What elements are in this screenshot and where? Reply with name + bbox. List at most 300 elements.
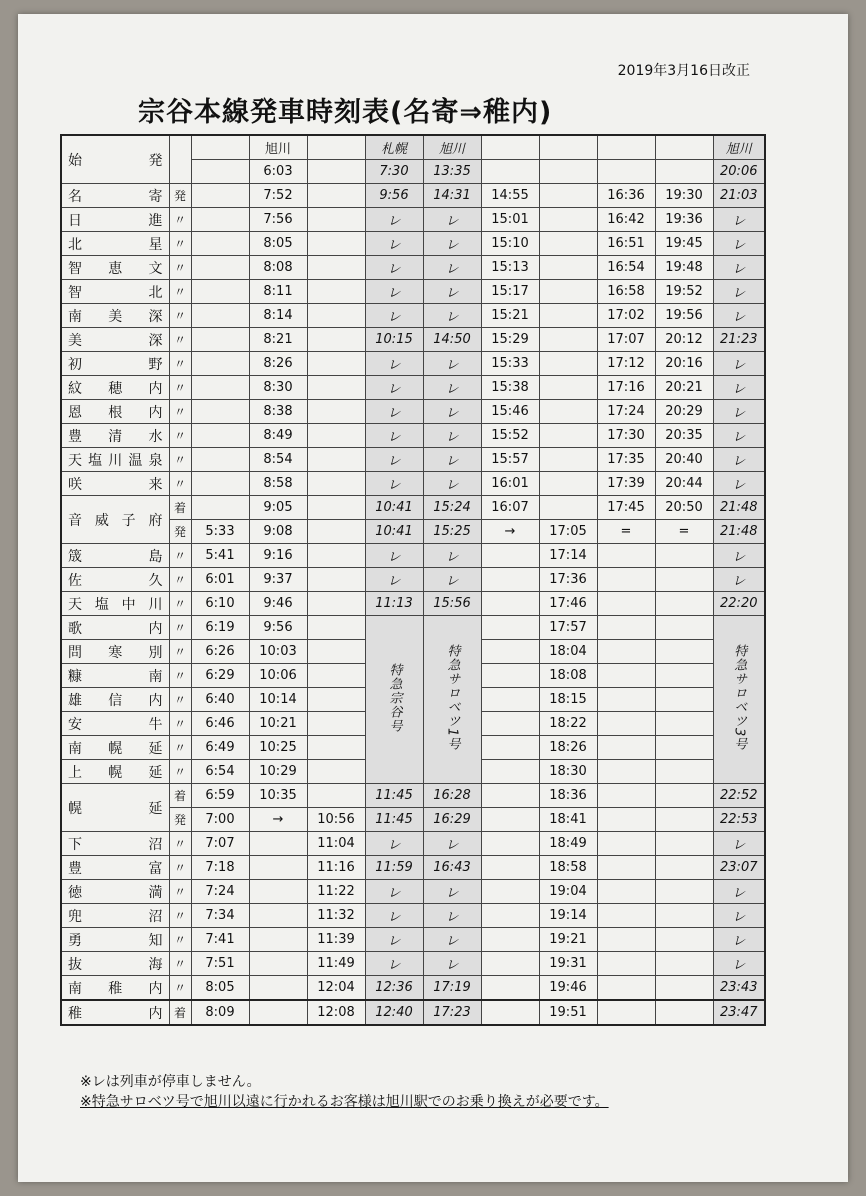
time-cell: 18:15: [539, 688, 597, 712]
time-cell: 18:22: [539, 712, 597, 736]
time-cell: 20:35: [655, 424, 713, 448]
time-cell: 16:58: [597, 280, 655, 304]
time-cell: 18:04: [539, 640, 597, 664]
arr-dep-mark: 〃: [169, 592, 191, 616]
time-cell: レ: [423, 352, 481, 376]
time-cell: 11:32: [307, 904, 365, 928]
time-cell: 7:41: [191, 928, 249, 952]
time-cell: 15:25: [423, 520, 481, 544]
station-name: 南稚内: [61, 976, 169, 1001]
time-cell: 15:57: [481, 448, 539, 472]
time-cell: 19:48: [655, 256, 713, 280]
time-cell: 16:42: [597, 208, 655, 232]
time-cell: 8:58: [249, 472, 307, 496]
time-cell: [307, 376, 365, 400]
time-cell: レ: [365, 304, 423, 328]
time-cell: 9:05: [249, 496, 307, 520]
time-cell: 10:29: [249, 760, 307, 784]
time-cell: [307, 472, 365, 496]
time-cell: 20:40: [655, 448, 713, 472]
time-cell: [307, 448, 365, 472]
time-cell: 8:08: [249, 256, 307, 280]
time-cell: レ: [713, 952, 765, 976]
timetable-row: [61, 592, 765, 616]
origin-station-cell: [539, 135, 597, 160]
time-cell: 20:16: [655, 352, 713, 376]
time-cell: 7:24: [191, 880, 249, 904]
arr-dep-mark: 着: [169, 784, 191, 808]
time-cell: [307, 520, 365, 544]
time-cell: レ: [365, 280, 423, 304]
time-cell: [539, 184, 597, 208]
time-cell: 18:58: [539, 856, 597, 880]
time-cell: レ: [423, 208, 481, 232]
station-name: 上幌延: [61, 760, 169, 784]
time-cell: レ: [365, 448, 423, 472]
time-cell: 9:16: [249, 544, 307, 568]
time-cell: 20:29: [655, 400, 713, 424]
time-cell: 7:56: [249, 208, 307, 232]
time-cell: 20:44: [655, 472, 713, 496]
time-cell: [539, 328, 597, 352]
time-cell: 7:07: [191, 832, 249, 856]
station-name: 豊富: [61, 856, 169, 880]
time-cell: [481, 1000, 539, 1025]
time-cell: レ: [713, 352, 765, 376]
time-cell: [307, 304, 365, 328]
special-train-label: [423, 616, 481, 784]
time-cell: [597, 928, 655, 952]
origin-time-cell: [481, 160, 539, 184]
time-cell: [191, 208, 249, 232]
time-cell: レ: [365, 376, 423, 400]
station-name: 糠南: [61, 664, 169, 688]
time-cell: 10:41: [365, 496, 423, 520]
time-cell: レ: [713, 376, 765, 400]
time-cell: [191, 184, 249, 208]
time-cell: 17:12: [597, 352, 655, 376]
time-cell: [307, 688, 365, 712]
special-train-name: 特急宗谷号: [386, 662, 402, 733]
page-title: 宗谷本線発車時刻表(名寄⇒稚内): [138, 97, 553, 128]
time-cell: [307, 208, 365, 232]
time-cell: 17:30: [597, 424, 655, 448]
time-cell: [191, 400, 249, 424]
time-cell: レ: [423, 424, 481, 448]
time-cell: レ: [713, 472, 765, 496]
time-cell: 18:41: [539, 808, 597, 832]
time-cell: [481, 976, 539, 1001]
time-cell: [655, 784, 713, 808]
time-cell: 21:48: [713, 520, 765, 544]
time-cell: [249, 880, 307, 904]
time-cell: [655, 808, 713, 832]
time-cell: [597, 712, 655, 736]
time-cell: [249, 832, 307, 856]
time-cell: =: [655, 520, 713, 544]
time-cell: [655, 568, 713, 592]
arr-dep-mark: 〃: [169, 376, 191, 400]
time-cell: 16:54: [597, 256, 655, 280]
arr-dep-mark: 〃: [169, 640, 191, 664]
timetable-row: [61, 952, 765, 976]
origin-station-cell: [655, 135, 713, 160]
time-cell: 7:00: [191, 808, 249, 832]
timetable-row: [61, 352, 765, 376]
time-cell: 17:07: [597, 328, 655, 352]
time-cell: 21:23: [713, 328, 765, 352]
time-cell: レ: [365, 880, 423, 904]
origin-time-cell: 7:30: [365, 160, 423, 184]
time-cell: 20:12: [655, 328, 713, 352]
station-name: 下沼: [61, 832, 169, 856]
time-cell: 17:35: [597, 448, 655, 472]
time-cell: 5:33: [191, 520, 249, 544]
time-cell: 17:46: [539, 592, 597, 616]
time-cell: 15:33: [481, 352, 539, 376]
time-cell: [539, 304, 597, 328]
time-cell: [655, 664, 713, 688]
time-cell: 8:21: [249, 328, 307, 352]
time-cell: 10:41: [365, 520, 423, 544]
time-cell: レ: [423, 376, 481, 400]
special-train-label: [713, 616, 765, 784]
time-cell: 8:38: [249, 400, 307, 424]
time-cell: [481, 760, 539, 784]
time-cell: 21:48: [713, 496, 765, 520]
time-cell: 23:47: [713, 1000, 765, 1025]
time-cell: 17:23: [423, 1000, 481, 1025]
time-cell: 16:28: [423, 784, 481, 808]
time-cell: [539, 208, 597, 232]
time-cell: 7:52: [249, 184, 307, 208]
time-cell: レ: [713, 208, 765, 232]
time-cell: [307, 568, 365, 592]
time-cell: [481, 688, 539, 712]
time-cell: 22:20: [713, 592, 765, 616]
time-cell: 19:30: [655, 184, 713, 208]
note-nonstop: ※レは列車が停車しません。: [80, 1074, 261, 1090]
timetable-row: [61, 616, 765, 640]
arr-dep-mark: 発: [169, 520, 191, 544]
station-name: 勇知: [61, 928, 169, 952]
time-cell: 8:05: [191, 976, 249, 1001]
time-cell: [655, 616, 713, 640]
time-cell: [539, 496, 597, 520]
time-cell: レ: [713, 232, 765, 256]
time-cell: [539, 280, 597, 304]
arr-dep-mark: 〃: [169, 952, 191, 976]
arr-dep-mark: 〃: [169, 424, 191, 448]
time-cell: 8:05: [249, 232, 307, 256]
time-cell: 18:49: [539, 832, 597, 856]
station-name: 北星: [61, 232, 169, 256]
origin-station-cell: 旭川: [713, 135, 765, 160]
time-cell: [597, 592, 655, 616]
time-cell: 22:53: [713, 808, 765, 832]
time-cell: レ: [423, 472, 481, 496]
time-cell: 11:45: [365, 784, 423, 808]
station-name: 南美深: [61, 304, 169, 328]
time-cell: [481, 952, 539, 976]
time-cell: 15:01: [481, 208, 539, 232]
time-cell: [191, 328, 249, 352]
time-cell: [597, 856, 655, 880]
time-cell: [597, 976, 655, 1001]
timetable-row: [61, 976, 765, 1001]
time-cell: [191, 256, 249, 280]
time-cell: 15:24: [423, 496, 481, 520]
time-cell: 7:18: [191, 856, 249, 880]
time-cell: [307, 256, 365, 280]
time-cell: レ: [365, 352, 423, 376]
time-cell: [307, 664, 365, 688]
time-cell: [481, 664, 539, 688]
arr-dep-mark: 〃: [169, 832, 191, 856]
arr-dep-mark: 〃: [169, 904, 191, 928]
time-cell: 11:22: [307, 880, 365, 904]
time-cell: [191, 472, 249, 496]
station-name: 恩根内: [61, 400, 169, 424]
time-cell: [191, 448, 249, 472]
time-cell: [597, 640, 655, 664]
time-cell: [539, 256, 597, 280]
time-cell: 9:56: [365, 184, 423, 208]
time-cell: [307, 592, 365, 616]
time-cell: 15:10: [481, 232, 539, 256]
station-name: 兜沼: [61, 904, 169, 928]
time-cell: レ: [423, 952, 481, 976]
time-cell: レ: [423, 304, 481, 328]
time-cell: [655, 544, 713, 568]
time-cell: [655, 952, 713, 976]
time-cell: レ: [713, 448, 765, 472]
origin-station-cell: [481, 135, 539, 160]
arr-dep-mark: 〃: [169, 568, 191, 592]
arr-dep-mark: 発: [169, 184, 191, 208]
time-cell: 6:29: [191, 664, 249, 688]
origin-time-cell: [655, 160, 713, 184]
time-cell: 6:40: [191, 688, 249, 712]
time-cell: 17:14: [539, 544, 597, 568]
time-cell: [655, 904, 713, 928]
time-cell: [191, 352, 249, 376]
time-cell: 16:07: [481, 496, 539, 520]
station-name: 歌内: [61, 616, 169, 640]
time-cell: 12:08: [307, 1000, 365, 1025]
time-cell: レ: [365, 256, 423, 280]
time-cell: [481, 880, 539, 904]
time-cell: 18:26: [539, 736, 597, 760]
station-name: 美深: [61, 328, 169, 352]
time-cell: 8:54: [249, 448, 307, 472]
time-cell: [249, 976, 307, 1001]
time-cell: 19:21: [539, 928, 597, 952]
origin-time-cell: 20:06: [713, 160, 765, 184]
special-train-name: 特急サロベツ1号: [444, 643, 460, 752]
time-cell: 17:24: [597, 400, 655, 424]
time-cell: →: [249, 808, 307, 832]
time-cell: [655, 832, 713, 856]
time-cell: [191, 280, 249, 304]
revision-date: 2019年3月16日改正: [617, 63, 750, 79]
station-name: 智北: [61, 280, 169, 304]
time-cell: レ: [713, 304, 765, 328]
timetable-row: [61, 304, 765, 328]
time-cell: [307, 736, 365, 760]
timetable: [60, 134, 766, 1026]
footnotes: [80, 1072, 609, 1112]
time-cell: 14:31: [423, 184, 481, 208]
timetable-row: [61, 784, 765, 808]
time-cell: 21:03: [713, 184, 765, 208]
time-cell: 10:56: [307, 808, 365, 832]
station-name: 名寄: [61, 184, 169, 208]
time-cell: [597, 664, 655, 688]
station-name: 紋穂内: [61, 376, 169, 400]
time-cell: 16:29: [423, 808, 481, 832]
time-cell: 8:14: [249, 304, 307, 328]
time-cell: [307, 424, 365, 448]
time-cell: [191, 496, 249, 520]
time-cell: 22:52: [713, 784, 765, 808]
time-cell: レ: [365, 832, 423, 856]
note-transfer: ※特急サロベツ号で旭川以遠に行かれるお客様は旭川駅でのお乗り換えが必要です。: [80, 1094, 609, 1110]
time-cell: [249, 904, 307, 928]
time-cell: [307, 280, 365, 304]
timetable-row: [61, 400, 765, 424]
time-cell: 19:14: [539, 904, 597, 928]
time-cell: 8:09: [191, 1000, 249, 1025]
time-cell: 12:40: [365, 1000, 423, 1025]
station-name: 雄信内: [61, 688, 169, 712]
time-cell: =: [597, 520, 655, 544]
time-cell: レ: [423, 448, 481, 472]
time-cell: [655, 880, 713, 904]
special-train-label: [365, 616, 423, 784]
time-cell: [655, 688, 713, 712]
arr-dep-mark: 〃: [169, 688, 191, 712]
time-cell: レ: [423, 928, 481, 952]
station-name: 天塩中川: [61, 592, 169, 616]
time-cell: 15:38: [481, 376, 539, 400]
origin-mark-cell: [169, 135, 191, 184]
time-cell: 14:55: [481, 184, 539, 208]
time-cell: [307, 400, 365, 424]
time-cell: [249, 952, 307, 976]
time-cell: 11:39: [307, 928, 365, 952]
time-cell: 16:01: [481, 472, 539, 496]
time-cell: 19:36: [655, 208, 713, 232]
time-cell: 8:49: [249, 424, 307, 448]
time-cell: 12:04: [307, 976, 365, 1001]
arr-dep-mark: 〃: [169, 232, 191, 256]
station-name: 音威子府: [61, 496, 169, 544]
time-cell: [481, 544, 539, 568]
timetable-row: [61, 280, 765, 304]
time-cell: [481, 808, 539, 832]
timetable-row: [61, 256, 765, 280]
arr-dep-mark: 〃: [169, 448, 191, 472]
time-cell: [481, 592, 539, 616]
time-cell: レ: [365, 232, 423, 256]
time-cell: 16:43: [423, 856, 481, 880]
time-cell: 19:45: [655, 232, 713, 256]
time-cell: 10:03: [249, 640, 307, 664]
timetable-row: [61, 472, 765, 496]
time-cell: 15:56: [423, 592, 481, 616]
time-cell: 15:13: [481, 256, 539, 280]
station-name: 筬島: [61, 544, 169, 568]
arr-dep-mark: 〃: [169, 304, 191, 328]
time-cell: 10:21: [249, 712, 307, 736]
time-cell: 8:11: [249, 280, 307, 304]
arr-dep-mark: 着: [169, 496, 191, 520]
time-cell: [597, 568, 655, 592]
time-cell: 15:21: [481, 304, 539, 328]
time-cell: レ: [713, 568, 765, 592]
time-cell: [655, 592, 713, 616]
time-cell: レ: [423, 544, 481, 568]
time-cell: [539, 352, 597, 376]
arr-dep-mark: 〃: [169, 976, 191, 1001]
time-cell: [597, 616, 655, 640]
time-cell: 10:14: [249, 688, 307, 712]
time-cell: レ: [423, 232, 481, 256]
time-cell: [597, 808, 655, 832]
origin-time-cell: [539, 160, 597, 184]
arr-dep-mark: 〃: [169, 328, 191, 352]
time-cell: [307, 232, 365, 256]
timetable-row: [61, 208, 765, 232]
timetable-row: [61, 568, 765, 592]
origin-time-cell: [307, 160, 365, 184]
arr-dep-mark: 〃: [169, 352, 191, 376]
time-cell: [481, 616, 539, 640]
arr-dep-mark: 〃: [169, 880, 191, 904]
time-cell: レ: [423, 400, 481, 424]
time-cell: レ: [365, 544, 423, 568]
station-name: 抜海: [61, 952, 169, 976]
time-cell: [249, 928, 307, 952]
time-cell: 17:39: [597, 472, 655, 496]
time-cell: [597, 904, 655, 928]
timetable-row: [61, 448, 765, 472]
time-cell: 18:30: [539, 760, 597, 784]
time-cell: 10:35: [249, 784, 307, 808]
time-cell: レ: [365, 400, 423, 424]
time-cell: レ: [713, 424, 765, 448]
origin-time-cell: 6:03: [249, 160, 307, 184]
arr-dep-mark: 〃: [169, 856, 191, 880]
time-cell: [597, 880, 655, 904]
time-cell: [307, 328, 365, 352]
time-cell: レ: [365, 952, 423, 976]
time-cell: [597, 832, 655, 856]
time-cell: [655, 928, 713, 952]
time-cell: [481, 928, 539, 952]
arr-dep-mark: 発: [169, 808, 191, 832]
special-train-name: 特急サロベツ3号: [731, 643, 747, 752]
timetable-row: [61, 856, 765, 880]
time-cell: 12:36: [365, 976, 423, 1001]
time-cell: 6:49: [191, 736, 249, 760]
time-cell: [597, 760, 655, 784]
timetable-row: [61, 832, 765, 856]
time-cell: [655, 712, 713, 736]
time-cell: レ: [713, 280, 765, 304]
origin-station-cell: [597, 135, 655, 160]
